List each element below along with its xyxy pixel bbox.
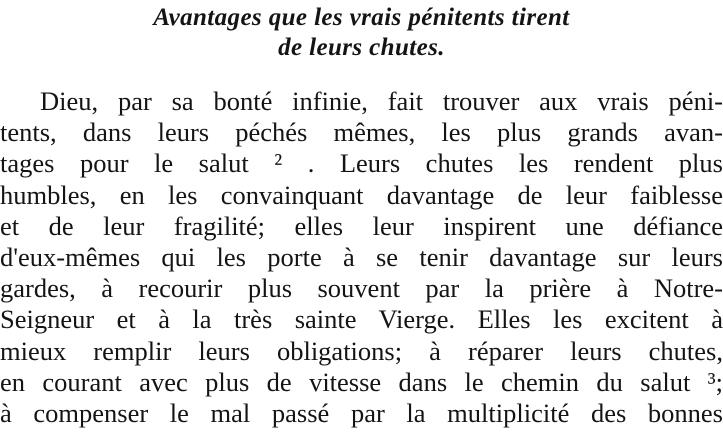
paragraph-text: Dieu, par sa bonté infinie, fait trouver aux vrais péni- bbox=[40, 86, 723, 116]
paragraph-line-2 bbox=[0, 117, 723, 147]
paragraph-line-5 bbox=[0, 211, 723, 241]
paragraph-text: et de leur fragilité; elles leur inspirent une défiance bbox=[0, 211, 723, 241]
paragraph-line-4 bbox=[0, 180, 723, 210]
paragraph-text: gardes, à recourir plus souvent par la prière à Notre- bbox=[0, 273, 723, 303]
section-title-line-1: Avantages que les vrais pénitents tirent bbox=[153, 4, 570, 31]
paragraph-text: tages pour le salut ² . Leurs chutes les rendent plus bbox=[0, 148, 723, 178]
paragraph-text: tents, dans leurs péchés mêmes, les plus grands avan- bbox=[0, 117, 723, 147]
paragraph-line-10 bbox=[0, 367, 723, 397]
paragraph-line-6 bbox=[0, 242, 723, 272]
paragraph-text: d'eux-mêmes qui les porte à se tenir davantage sur leurs bbox=[0, 242, 723, 272]
paragraph-line-9 bbox=[0, 336, 723, 366]
paragraph-text: mieux remplir leurs obligations; à réparer leurs chutes, bbox=[0, 336, 723, 366]
paragraph-line-3 bbox=[0, 148, 723, 178]
paragraph-line-7 bbox=[0, 273, 723, 303]
paragraph-text: en courant avec plus de vitesse dans le chemin du salut ³; bbox=[0, 367, 723, 397]
paragraph-text: humbles, en les convainquant davantage de leur faiblesse bbox=[0, 180, 723, 210]
paragraph-line-11 bbox=[0, 398, 723, 428]
paragraph-text: à compenser le mal passé par la multiplicité des bonnes bbox=[0, 398, 723, 428]
paragraph-line-8 bbox=[0, 304, 723, 334]
section-title-line-2: de leurs chutes. bbox=[278, 34, 445, 61]
paragraph-text: Seigneur et à la très sainte Vierge. Elles les excitent à bbox=[0, 304, 723, 334]
paragraph-line-1 bbox=[40, 86, 723, 116]
